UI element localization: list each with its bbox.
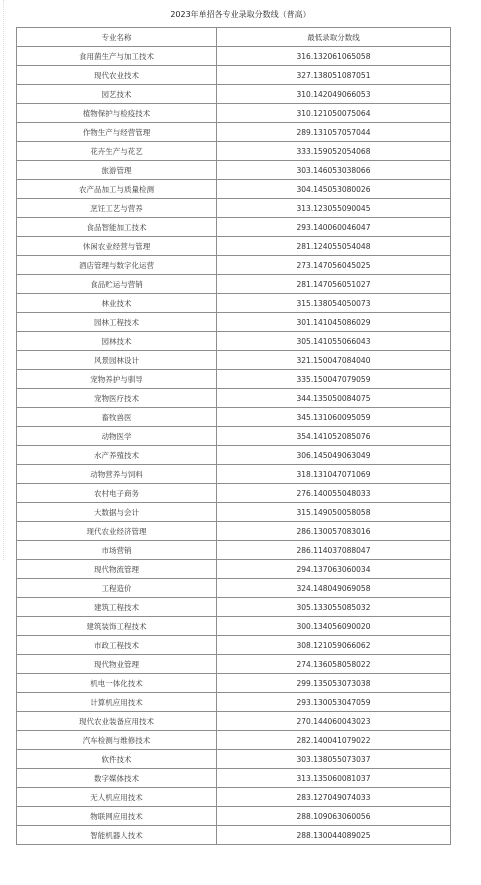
- major-name-cell: 食用菌生产与加工技术: [17, 47, 217, 66]
- min-score-cell: 294.137063060034: [217, 560, 451, 579]
- table-row: [17, 560, 451, 579]
- major-name-cell: 酒店管理与数字化运营: [17, 256, 217, 275]
- major-name-cell: 计算机应用技术: [17, 693, 217, 712]
- major-name-cell: 农产品加工与质量检测: [17, 180, 217, 199]
- min-score-cell: 305.141055066043: [217, 332, 451, 351]
- major-name-cell: 现代农业技术: [17, 66, 217, 85]
- table-row: [17, 598, 451, 617]
- table-row: [17, 788, 451, 807]
- min-score-cell: 281.147056051027: [217, 275, 451, 294]
- major-name-cell: 现代农业经济管理: [17, 522, 217, 541]
- min-score-cell: 273.147056045025: [217, 256, 451, 275]
- min-score-cell: 324.148049069058: [217, 579, 451, 598]
- table-row: [17, 332, 451, 351]
- min-score-cell: 345.131060095059: [217, 408, 451, 427]
- major-name-cell: 汽车检测与维修技术: [17, 731, 217, 750]
- table-row: [17, 85, 451, 104]
- major-name-cell: 食品贮运与营销: [17, 275, 217, 294]
- table-row: [17, 47, 451, 66]
- table-row: [17, 541, 451, 560]
- table-row: [17, 180, 451, 199]
- min-score-cell: 286.114037088047: [217, 541, 451, 560]
- table-row: [17, 161, 451, 180]
- min-score-cell: 301.141045086029: [217, 313, 451, 332]
- min-score-cell: 289.131057057044: [217, 123, 451, 142]
- major-name-cell: 林业技术: [17, 294, 217, 313]
- table-row: [17, 104, 451, 123]
- table-header-row: [17, 28, 451, 47]
- min-score-cell: 303.146053038066: [217, 161, 451, 180]
- min-score-cell: 286.130057083016: [217, 522, 451, 541]
- major-name-cell: 园林工程技术: [17, 313, 217, 332]
- min-score-cell: 308.121059066062: [217, 636, 451, 655]
- major-name-cell: 休闲农业经营与管理: [17, 237, 217, 256]
- major-name-cell: 动物营养与饲料: [17, 465, 217, 484]
- major-name-cell: 建筑工程技术: [17, 598, 217, 617]
- major-name-cell: 建筑装饰工程技术: [17, 617, 217, 636]
- major-name-cell: 智能机器人技术: [17, 826, 217, 845]
- min-score-cell: 333.159052054068: [217, 142, 451, 161]
- header-major-name: 专业名称: [17, 28, 217, 47]
- table-row: [17, 465, 451, 484]
- min-score-cell: 310.121050075064: [217, 104, 451, 123]
- major-name-cell: 无人机应用技术: [17, 788, 217, 807]
- table-row: [17, 66, 451, 85]
- admission-score-table: [16, 27, 451, 845]
- table-row: [17, 199, 451, 218]
- table-row: [17, 123, 451, 142]
- min-score-cell: 315.149050058058: [217, 503, 451, 522]
- table-row: [17, 351, 451, 370]
- min-score-cell: 315.138054050073: [217, 294, 451, 313]
- major-name-cell: 宠物养护与驯导: [17, 370, 217, 389]
- major-name-cell: 植物保护与检疫技术: [17, 104, 217, 123]
- table-row: [17, 522, 451, 541]
- major-name-cell: 宠物医疗技术: [17, 389, 217, 408]
- min-score-cell: 310.142049066053: [217, 85, 451, 104]
- min-score-cell: 283.127049074033: [217, 788, 451, 807]
- table-row: [17, 313, 451, 332]
- table-row: [17, 826, 451, 845]
- major-name-cell: 市场营销: [17, 541, 217, 560]
- min-score-cell: 274.136058058022: [217, 655, 451, 674]
- table-row: [17, 237, 451, 256]
- table-row: [17, 579, 451, 598]
- major-name-cell: 农村电子商务: [17, 484, 217, 503]
- table-row: [17, 655, 451, 674]
- table-row: [17, 427, 451, 446]
- min-score-cell: 305.133055085032: [217, 598, 451, 617]
- table-row: [17, 617, 451, 636]
- table-row: [17, 294, 451, 313]
- table-row: [17, 807, 451, 826]
- min-score-cell: 282.140041079022: [217, 731, 451, 750]
- min-score-cell: 318.131047071069: [217, 465, 451, 484]
- major-name-cell: 软件技术: [17, 750, 217, 769]
- major-name-cell: 大数据与会计: [17, 503, 217, 522]
- major-name-cell: 烹饪工艺与营养: [17, 199, 217, 218]
- table-row: [17, 142, 451, 161]
- major-name-cell: 畜牧兽医: [17, 408, 217, 427]
- major-name-cell: 现代物流管理: [17, 560, 217, 579]
- major-name-cell: 市政工程技术: [17, 636, 217, 655]
- min-score-cell: 321.150047084040: [217, 351, 451, 370]
- min-score-cell: 299.135053073038: [217, 674, 451, 693]
- major-name-cell: 现代物业管理: [17, 655, 217, 674]
- min-score-cell: 288.130044089025: [217, 826, 451, 845]
- table-row: [17, 275, 451, 294]
- major-name-cell: 风景园林设计: [17, 351, 217, 370]
- min-score-cell: 303.138055073037: [217, 750, 451, 769]
- major-name-cell: 动物医学: [17, 427, 217, 446]
- major-name-cell: 花卉生产与花艺: [17, 142, 217, 161]
- major-name-cell: 食品智能加工技术: [17, 218, 217, 237]
- min-score-cell: 327.138051087051: [217, 66, 451, 85]
- min-score-cell: 316.132061065058: [217, 47, 451, 66]
- table-row: [17, 408, 451, 427]
- min-score-cell: 300.134056090020: [217, 617, 451, 636]
- table-body: [17, 47, 451, 845]
- table-row: [17, 712, 451, 731]
- major-name-cell: 现代农业装备应用技术: [17, 712, 217, 731]
- min-score-cell: 313.123055090045: [217, 199, 451, 218]
- table-row: [17, 731, 451, 750]
- table-row: [17, 636, 451, 655]
- major-name-cell: 数字媒体技术: [17, 769, 217, 788]
- major-name-cell: 园林技术: [17, 332, 217, 351]
- table-row: [17, 693, 451, 712]
- min-score-cell: 335.150047079059: [217, 370, 451, 389]
- table-row: [17, 218, 451, 237]
- page-title: 2023年单招各专业录取分数线（普高）: [170, 10, 311, 19]
- min-score-cell: 276.140055048033: [217, 484, 451, 503]
- major-name-cell: 园艺技术: [17, 85, 217, 104]
- min-score-cell: 288.109063060056: [217, 807, 451, 826]
- table-row: [17, 446, 451, 465]
- table-row: [17, 370, 451, 389]
- major-name-cell: 机电一体化技术: [17, 674, 217, 693]
- min-score-cell: 354.141052085076: [217, 427, 451, 446]
- page-edge-divider: [0, 0, 4, 560]
- major-name-cell: 旅游管理: [17, 161, 217, 180]
- major-name-cell: 工程造价: [17, 579, 217, 598]
- table-row: [17, 256, 451, 275]
- table-row: [17, 769, 451, 788]
- min-score-cell: 344.135050084075: [217, 389, 451, 408]
- table-row: [17, 503, 451, 522]
- table-row: [17, 750, 451, 769]
- min-score-cell: 313.135060081037: [217, 769, 451, 788]
- major-name-cell: 物联网应用技术: [17, 807, 217, 826]
- min-score-cell: 304.145053080026: [217, 180, 451, 199]
- major-name-cell: 水产养殖技术: [17, 446, 217, 465]
- min-score-cell: 306.145049063049: [217, 446, 451, 465]
- table-row: [17, 674, 451, 693]
- min-score-cell: 293.130053047059: [217, 693, 451, 712]
- min-score-cell: 270.144060043023: [217, 712, 451, 731]
- major-name-cell: 作物生产与经营管理: [17, 123, 217, 142]
- min-score-cell: 293.140060046047: [217, 218, 451, 237]
- table-row: [17, 389, 451, 408]
- header-min-score: 最低录取分数线: [217, 28, 451, 47]
- min-score-cell: 281.124055054048: [217, 237, 451, 256]
- table-row: [17, 484, 451, 503]
